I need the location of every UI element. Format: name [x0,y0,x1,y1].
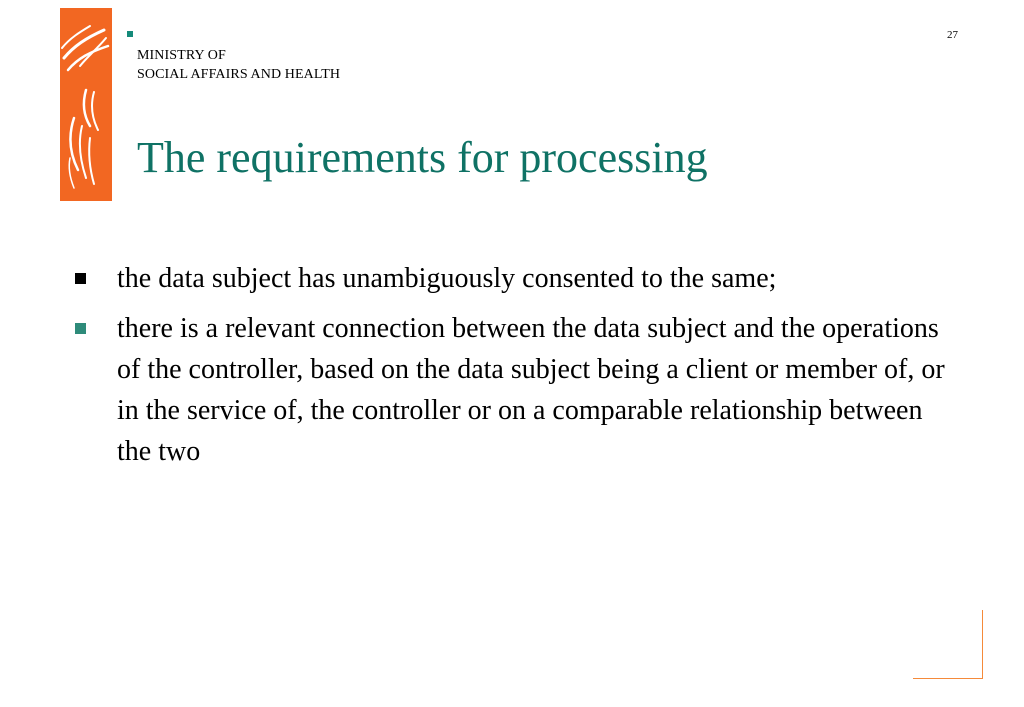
bullet-list [72,258,952,481]
square-bullet-icon [75,273,86,284]
ministry-name [137,46,340,84]
bullet-text: the data subject has unambiguously consented to the same; [117,263,777,294]
bullet-item [72,258,952,299]
ministry-logo [60,8,112,201]
ministry-name-line-1: MINISTRY OF [137,48,226,63]
logo-background [60,8,112,201]
bullet-item [72,308,952,472]
corner-bracket-decoration [913,610,983,679]
header-accent-square [127,31,133,37]
square-bullet-icon [75,323,86,334]
slide-title: The requirements for processing [137,133,708,182]
ministry-name-line-2: SOCIAL AFFAIRS AND HEALTH [137,67,341,82]
slide-number: 27 [947,29,958,41]
dancing-figures-logo-icon [60,8,112,201]
bullet-text: there is a relevant connection between the data subject and the operations of the controller, based on the data subject being a client or member of, or in the service of, the controller or on a comparable relationship between the two [117,313,945,467]
